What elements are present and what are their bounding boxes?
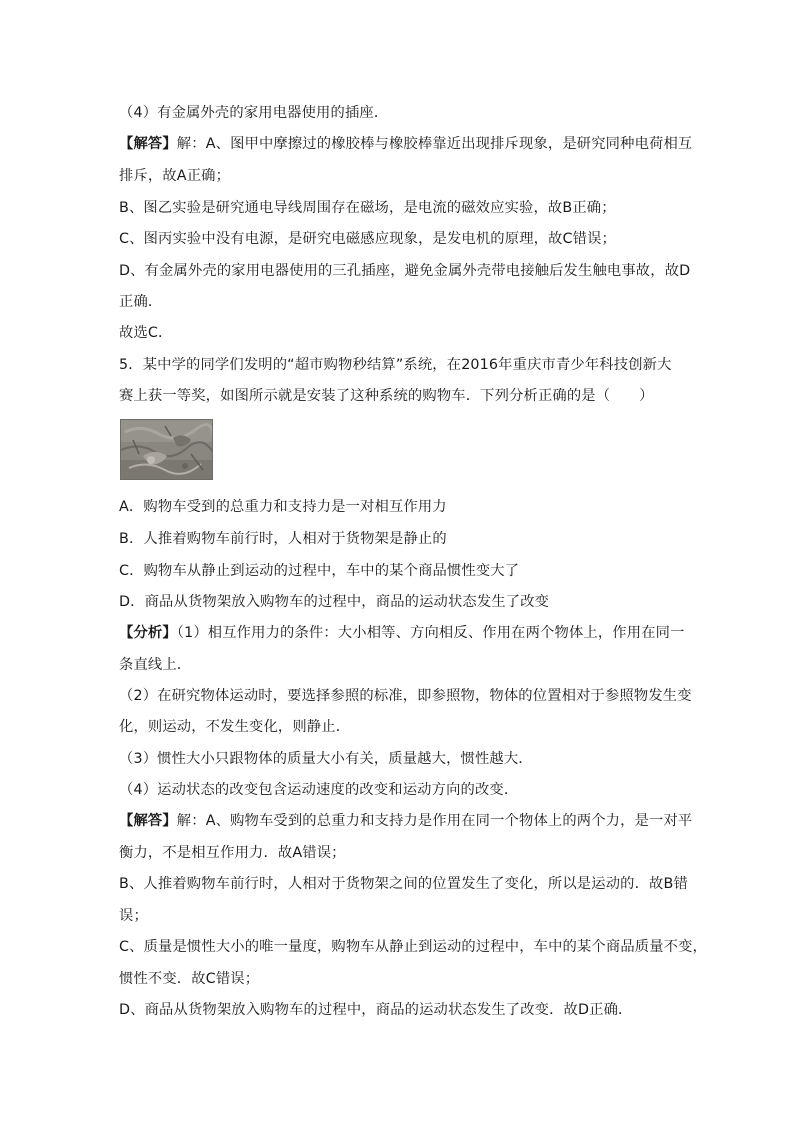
answer-c-line-2: 惯性不变．故C错误； — [119, 971, 260, 987]
answer-d: D、商品从货物架放入购物车的过程中，商品的运动状态发生了改变．故D正确． — [119, 1002, 633, 1018]
answer-text: 解：A、图甲中摩擦过的橡胶棒与橡胶棒靠近出现排斥现象，是研究同种电荷相互 — [176, 136, 693, 152]
option-d: D．商品从货物架放入购物车的过程中，商品的运动状态发生了改变 — [119, 594, 550, 610]
answer-tag: 【解答】 — [119, 813, 177, 829]
previous-answer-d-line-2: 正确． — [119, 294, 163, 310]
previous-answer-b: B、图乙实验是研究通电导线周围存在磁场，是电流的磁效应实验，故B正确； — [119, 200, 616, 216]
shopping-cart-photo — [120, 419, 213, 480]
answer-a-line-1 — [119, 811, 699, 831]
answer-text: 解：A、购物车受到的总重力和支持力是作用在同一个物体上的两个力，是一对平 — [176, 813, 693, 829]
analysis-line-4: （4）运动状态的改变包含运动速度的改变和运动方向的改变． — [119, 782, 519, 798]
analysis-text: （1）相互作用力的条件：大小相等、方向相反、作用在两个物体上，作用在同一 — [176, 625, 685, 641]
previous-answer-line-2: 排斥，故A正确； — [119, 168, 231, 184]
option-c: C．购物车从静止到运动的过程中，车中的某个商品惯性变大了 — [119, 563, 520, 579]
previous-choice: 故选C． — [119, 325, 173, 341]
analysis-line-2b: 化，则运动，不发生变化，则静止． — [119, 719, 351, 735]
analysis-tag: 【分析】 — [119, 625, 177, 641]
shopping-cart-photo-image — [121, 420, 213, 480]
answer-a-line-2: 衡力，不是相互作用力．故A错误； — [119, 845, 346, 861]
analysis-line-3: （3）惯性大小只跟物体的质量大小有关，质量越大，惯性越大． — [119, 751, 533, 767]
answer-b-line-2: 误； — [119, 908, 148, 924]
answer-c-line-1: C、质量是惯性大小的唯一量度，购物车从静止到运动的过程中，车中的某个商品质量不变， — [119, 939, 708, 955]
previous-item-4: （4）有金属外壳的家用电器使用的插座． — [119, 105, 389, 121]
option-b: B．人推着购物车前行时，人相对于货物架是静止的 — [119, 531, 447, 547]
previous-answer-c: C、图丙实验中没有电源，是研究电磁感应现象，是发电机的原理，故C错误； — [119, 231, 617, 247]
previous-answer-d-line-1: D、有金属外壳的家用电器使用的三孔插座，避免金属外壳带电接触后发生触电事故，故D — [119, 263, 691, 279]
option-a: A．购物车受到的总重力和支持力是一对相互作用力 — [119, 499, 447, 515]
answer-tag: 【解答】 — [119, 136, 177, 152]
answer-b-line-1: B、人推着购物车前行时，人相对于货物架之间的位置发生了变化，所以是运动的．故B错 — [119, 876, 688, 892]
question-5-stem-line-1: 5．某中学的同学们发明的“超市购物秒结算”系统，在2016年重庆市青少年科技创新大 — [119, 357, 672, 373]
analysis-line-1a — [119, 623, 699, 643]
analysis-line-1b: 条直线上． — [119, 657, 192, 673]
question-5-stem-line-2: 赛上获一等奖，如图所示就是安装了这种系统的购物车．下列分析正确的是（ ） — [119, 388, 654, 404]
analysis-line-2a: （2）在研究物体运动时，要选择参照的标准，即参照物，物体的位置相对于参照物发生变 — [119, 688, 692, 704]
previous-answer-line-1 — [119, 134, 699, 154]
